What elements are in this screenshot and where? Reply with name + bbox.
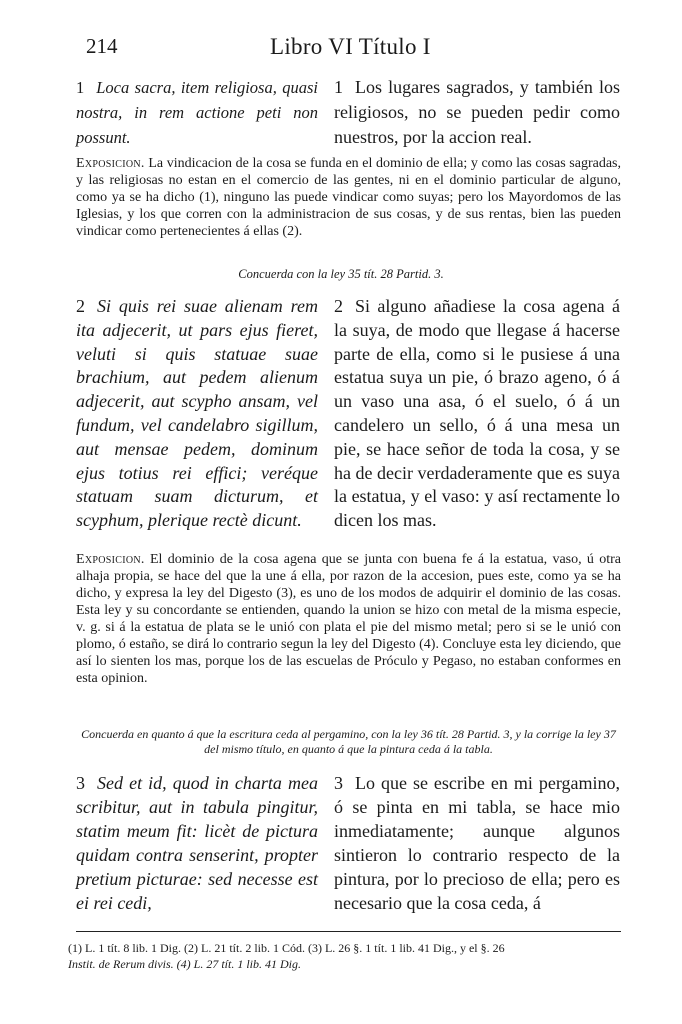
exposition-2	[76, 551, 621, 687]
footnote-divider	[76, 931, 621, 932]
footnote-line: Instit. de Rerum divis. (4) L. 27 tít. 1 lib. 41 Dig.	[68, 957, 301, 971]
paragraph-number: 3	[76, 773, 85, 793]
spanish-text: Los lugares sagrados, y también los religiosos, no se pueden pedir como nuestros, por la accion real.	[334, 77, 620, 147]
spanish-text: Si alguno añadiese la cosa agena á la suya, de modo que llegase á hacerse parte de ella, como si le pusiese á una estatua suya un pie, ó brazo ageno, ó á un vaso una asa, ó el suelo, ó á un candelero un sello, ó á una mesa un pie, se hace señor de toda la cosa, y se ha de decir verdaderamente que es suya la estatua, y el vaso: y así rectamente lo dicen los mas.	[334, 296, 620, 531]
latin-text: Loca sacra, item religiosa, quasi nostra, in rem actione peti non possunt.	[76, 78, 318, 147]
latin-paragraph-3	[76, 771, 318, 915]
exposition-label: Exposicion.	[76, 552, 145, 567]
footnotes	[68, 940, 628, 972]
paragraph-number: 2	[76, 296, 85, 316]
exposition-text: El dominio de la cosa agena que se junta con buena fe á la estatua, vaso, ú otra alhaja propia, se hace del que la une á ella, por razon de la accesion, pues este, como ya se ha dicho, y expresa la ley del Digesto (3), es uno de los modos de adquirir el dominio de las cosas. Esta ley y su concordante se entienden, quando la union se hizo con metal de la misma especie, v. g. si á la estatua de plata se le unió con plata el pie del mismo metal; pero si se le unió con plomo, ó estaño, se dirá lo contrario segun la ley del Digesto (4). Concluye esta ley diciendo, que así lo sienten los mas, porque los de las escuelas de Próculo y Pegaso, no estaban conformes en esta opinion.	[76, 552, 621, 686]
spanish-paragraph-1	[334, 75, 620, 150]
page-header	[78, 34, 618, 64]
spanish-paragraph-3	[334, 771, 620, 915]
latin-paragraph-2	[76, 295, 318, 533]
running-head: Libro VI Título I	[270, 34, 431, 59]
exposition-text: La vindicacion de la cosa se funda en el dominio de ella; y como las cosas sagradas, y las religiosas no estan en el comercio de las gentes, ni en el dominio particular de alguno, como ya se ha dicho (1), ninguno las puede vindicar como suyas; pero los Mayordomos de las Iglesias, y los que corren con la administracion de sus cosas, y de sus rentas, bien las pueden vindicar como pertenecientes á ellas (2).	[76, 156, 621, 239]
latin-text: Si quis rei suae alienam rem ita adjecerit, ut pars ejus fieret, veluti si quis statuae suae brachium, aut pedem alienum adjecerit, aut scypho ansam, vel fundum, vel candelabro sigillum, aut mensae pedem, dominum ejus totius rei effici; veréque statuam suam dicturum, et scyphum, plerique rectè dicunt.	[76, 296, 318, 531]
exposition-label: Exposicion.	[76, 156, 145, 171]
spanish-paragraph-2	[334, 295, 620, 533]
paragraph-number: 1	[334, 77, 343, 97]
paragraph-number: 1	[76, 78, 85, 97]
exposition-1	[76, 155, 621, 240]
latin-paragraph-1	[76, 75, 318, 150]
paragraph-number: 3	[334, 773, 343, 793]
page-number: 214	[86, 34, 118, 58]
spanish-text: Lo que se escribe en mi pergamino, ó se pinta en mi tabla, se hace mio inmediatamente; aunque algunos sintieron lo contrario respecto de la pintura, por lo precioso de ella; pero es necesario que la cosa ceda, á	[334, 773, 620, 913]
concordance-note-1: Concuerda con la ley 35 tít. 28 Partid. 3.	[238, 267, 444, 281]
paragraph-number: 2	[334, 296, 343, 316]
footnote-line: (1) L. 1 tít. 8 lib. 1 Dig. (2) L. 21 tít. 2 lib. 1 Cód. (3) L. 26 §. 1 tít. 1 lib. 41 Dig., y el §. 26	[68, 941, 505, 955]
latin-text: Sed et id, quod in charta mea scribitur, aut in tabula pingitur, statim meum fit: licèt de pictura quidam contra senserint, propter pretium picturae: sed necesse est ei rei cedi,	[76, 773, 318, 913]
concordance-note-2: Concuerda en quanto á que la escritura ceda al pergamino, con la ley 36 tít. 28 Partid. 3, y la corrige la ley 37 del mismo título, en quanto á que la pintura ceda á la tabla.	[81, 727, 616, 756]
